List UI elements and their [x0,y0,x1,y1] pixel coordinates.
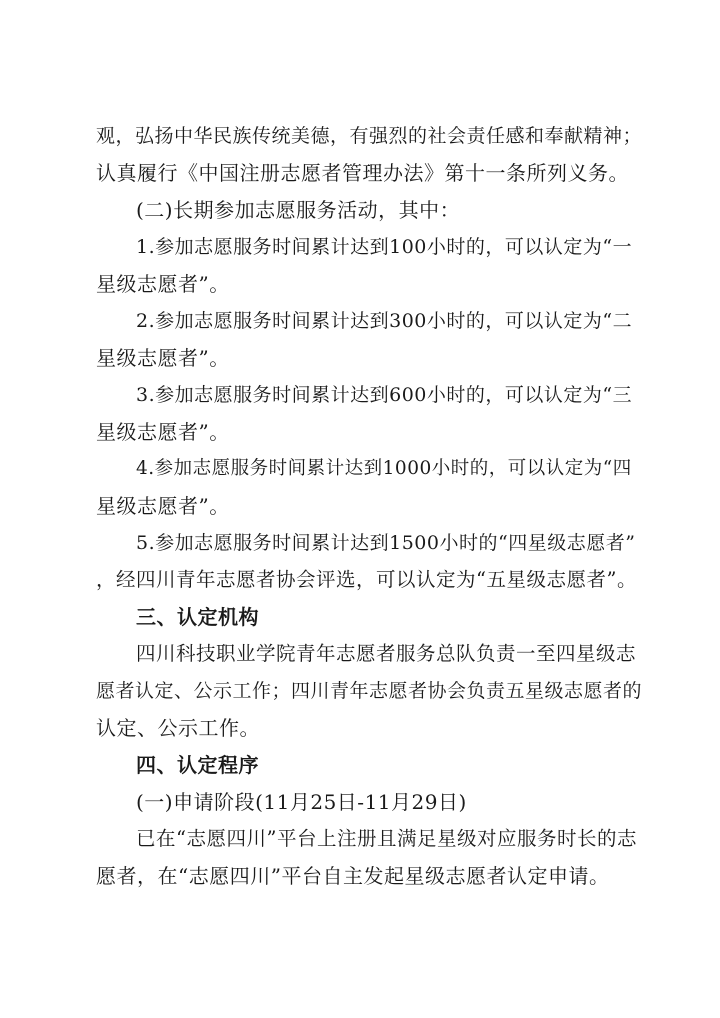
list-item-5-line-1: 5.参加志愿服务时间累计达到1500小时的“四星级志愿者” [136,532,636,554]
list-item-3-line-1: 3.参加志愿服务时间累计达到600小时的，可以认定为“三 [136,384,633,406]
list-item-5-line-2: ，经四川青年志愿者协会评选，可以认定为“五星级志愿者”。 [96,568,637,591]
list-item-1-line-1: 1.参加志愿服务时间累计达到100小时的，可以认定为“一 [136,236,633,258]
paragraph-body-line-2: 愿者认定、公示工作；四川青年志愿者协会负责五星级志愿者的 [96,680,643,702]
list-item-3-line-2: 星级志愿者”。 [96,420,230,444]
paragraph-application-line-1: 已在“志愿四川”平台上注册且满足星级对应服务时长的志 [136,827,637,850]
section-heading-procedure: 四、认定程序 [136,753,259,777]
list-item-4-line-1: 4.参加志愿服务时间累计达到1000小时的，可以认定为“四 [136,458,632,479]
text-line-1: 观，弘扬中华民族传统美德，有强烈的社会责任感和奉献精神； [96,125,643,147]
text-line-2: 认真履行《中国注册志愿者管理办法》第十一条所列义务。 [96,161,629,185]
subsection-heading-long-term-service: (二)长期参加志愿服务活动，其中： [136,198,461,222]
list-item-1-line-2: 星级志愿者”。 [96,272,230,296]
subsection-heading-application-stage: (一)申请阶段(11月25日-11月29日) [136,790,467,814]
list-item-2-line-1: 2.参加志愿服务时间累计达到300小时的，可以认定为“二 [136,310,633,332]
list-item-2-line-2: 星级志愿者”。 [96,346,230,370]
section-heading-accreditation-body: 三、认定机构 [136,605,259,629]
paragraph-application-line-2: 愿者，在“志愿四川”平台自主发起星级志愿者认定申请。 [96,864,610,888]
list-item-4-line-2: 星级志愿者”。 [96,494,230,518]
paragraph-body-line-3: 认定、公示工作。 [96,716,260,740]
paragraph-body-line-1: 四川科技职业学院青年志愿者服务总队负责一至四星级志 [136,642,637,665]
document-body [96,126,642,903]
